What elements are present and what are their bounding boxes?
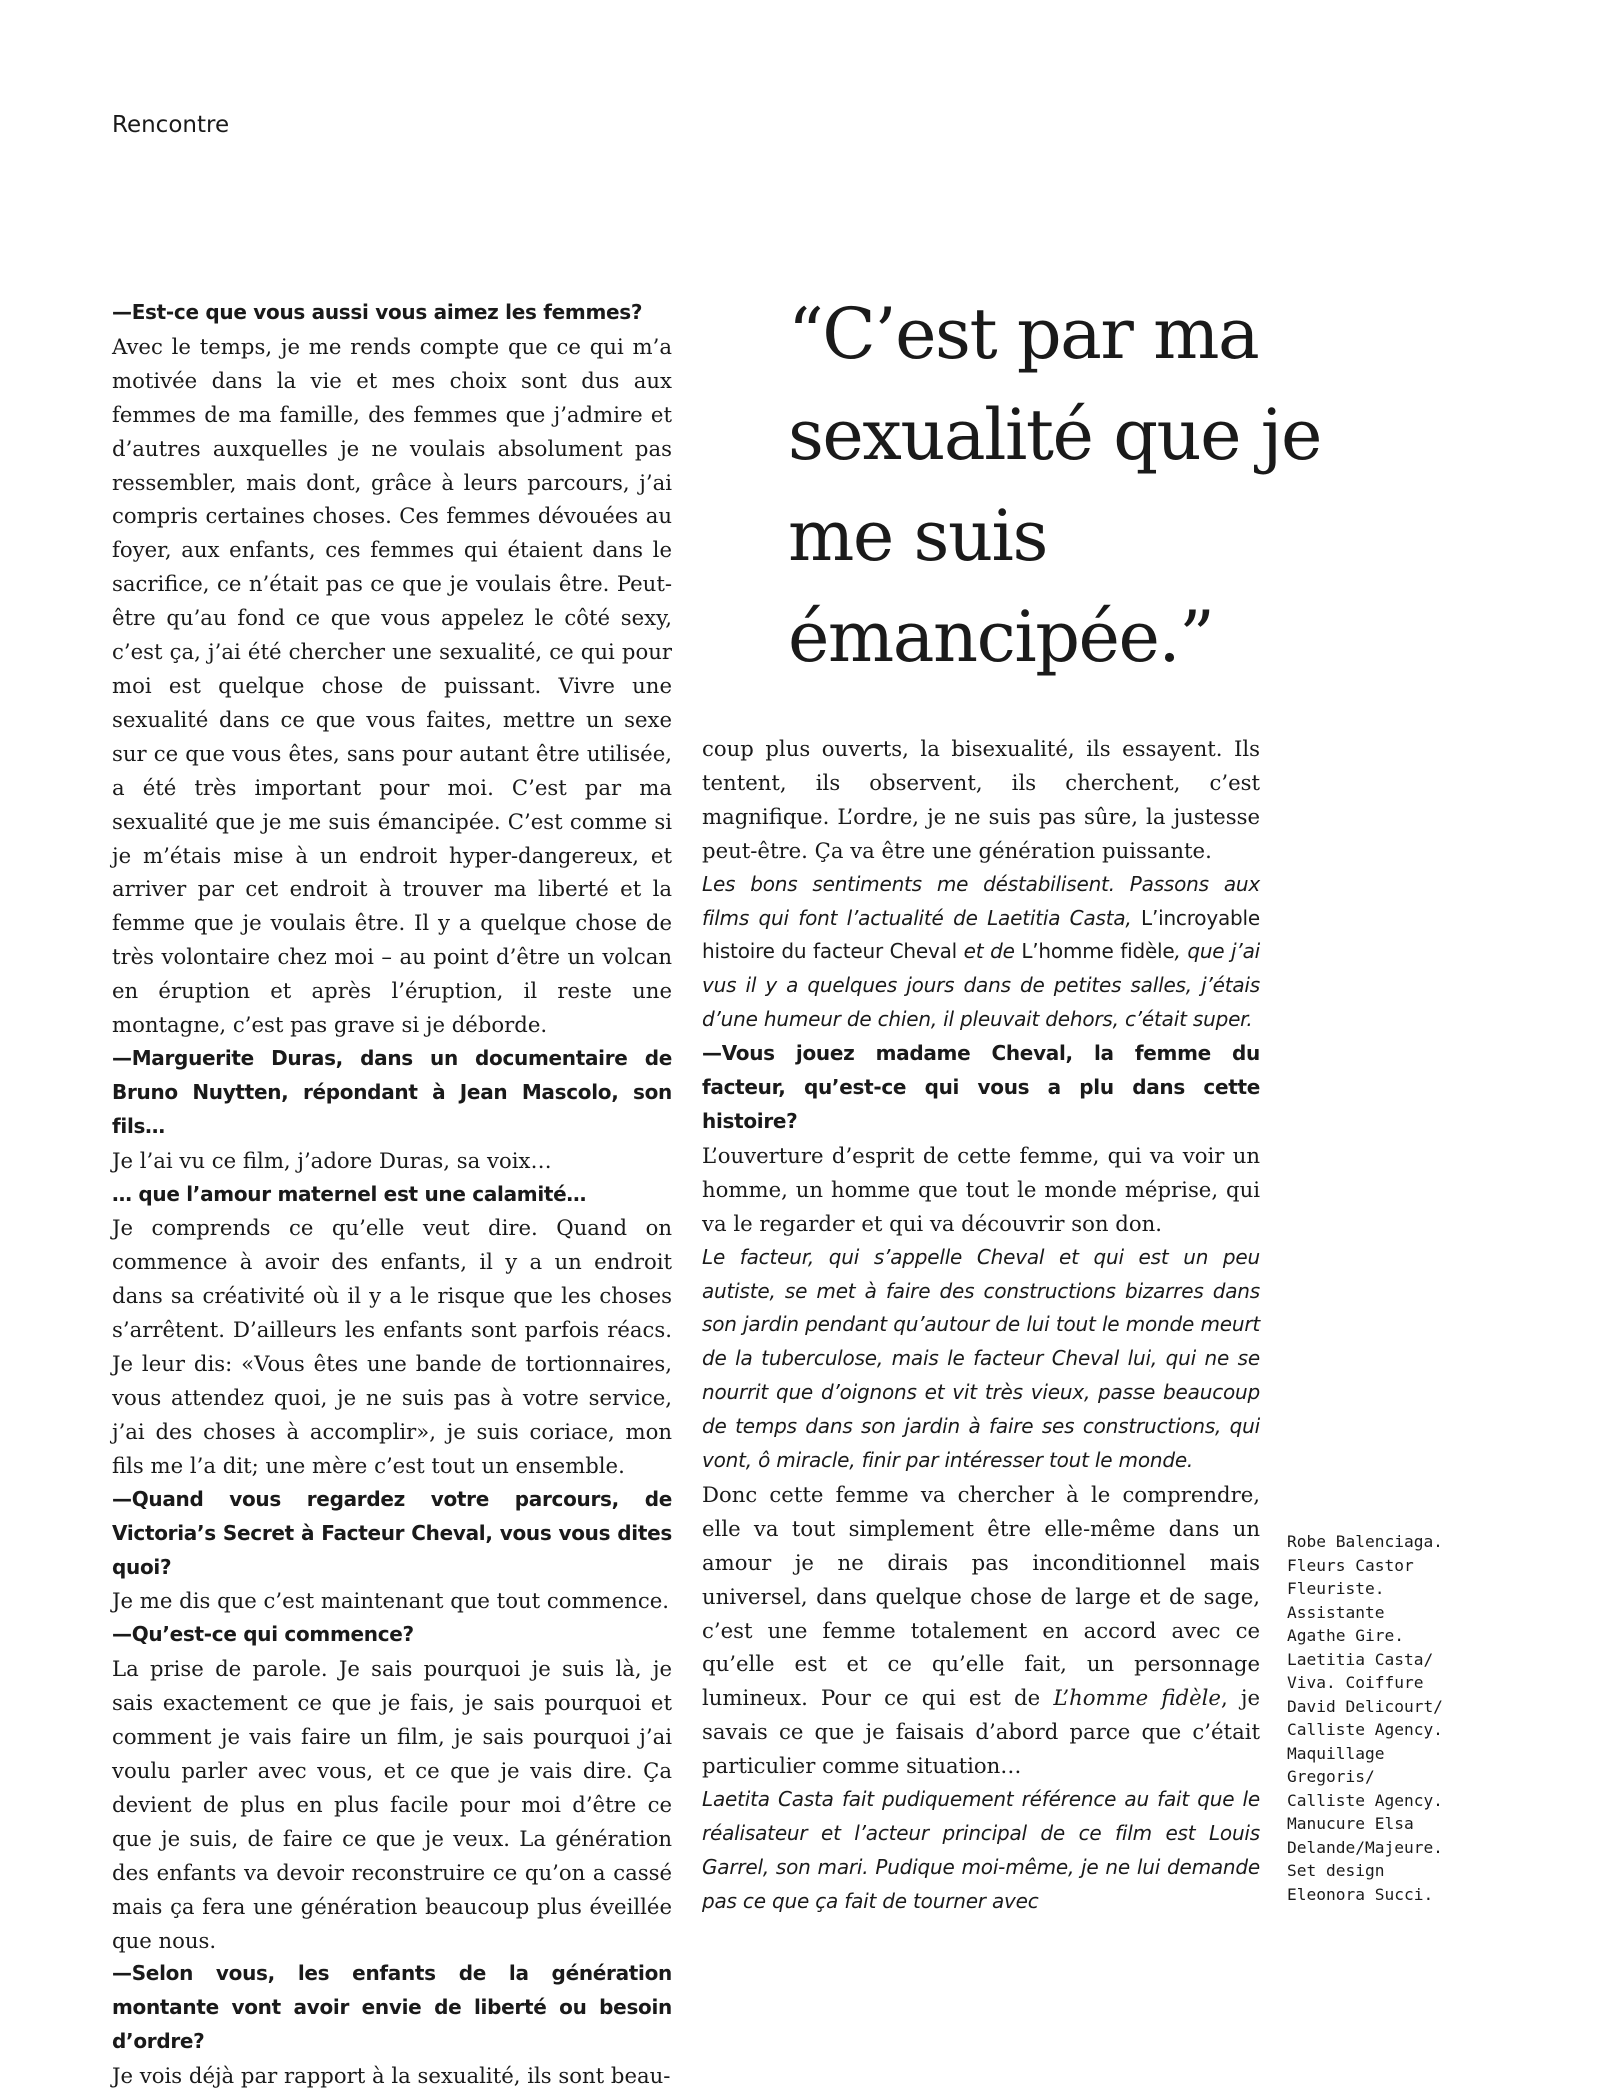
note-text: , que j’ai vus il y a quelques jours dans de petites salles, j’étais d’une humeur de chien, il pleuvait dehors, c’était super. bbox=[702, 939, 1260, 1032]
answer: La prise de parole. Je sais pourquoi je suis là, je sais exactement ce que je fais, je sais pourquoi et comment je vais faire un film, je sais pourquoi j’ai voulu parler avec vous, et ce que je vais dire. Ça devient de plus en plus facile pour moi d’être ce que je suis, de faire ce que je veux. La génération des enfants va devoir reconstruire ce qu’on a cassé mais ça fera une génération beaucoup plus éveillée que nous. bbox=[112, 1656, 672, 1953]
answer: Je me dis que c’est maintenant que tout commence. bbox=[112, 1588, 669, 1614]
pull-quote: “C’est par ma sexualité que je me suis émancipée.” bbox=[788, 293, 1321, 678]
question: —Qu’est-ce qui commence? bbox=[112, 1622, 414, 1647]
answer-text: , je savais ce que je faisais d’abord parce que c’était particulier comme situation… bbox=[702, 1685, 1260, 1779]
film-title: L’homme fidèle bbox=[1053, 1685, 1221, 1711]
answer: Avec le temps, je me rends compte que ce qui m’a motivée dans la vie et mes choix sont dus aux femmes de ma famille, des femmes que j’admire et d’autres auxquelles je ne voulais absolument pas ressembler, mais dont, grâce à leurs parcours, j’ai compris certaines choses. Ces femmes dévouées au foyer, aux enfants, ces femmes qui étaient dans le sacrifice, ce n’était pas ce que je voulais être. Peut-être qu’au fond ce que vous appelez le côté sexy, c’est ça, j’ai été chercher une sexualité, ce qui pour moi est quelque chose de puissant. Vivre une sexualité dans ce que vous faites, mettre un sexe sur ce que vous êtes, sans pour autant être utilisée, a été très important pour moi. C’est par ma sexualité que je me suis émancipée. C’est comme si je m’étais mise à un endroit hyper-dangereux, et arriver par cet endroit à trouver ma liberté et la femme que je voulais être. Il y a quelque chose de très volontaire chez moi – au point d’être un volcan en éruption et après l’éruption, il reste une montagne, c’est pas grave si je déborde. bbox=[112, 333, 672, 1038]
answer: Je comprends ce qu’elle veut dire. Quand on commence à avoir des enfants, il y a un endroit dans sa créativité où il y a le risque que les choses s’arrêtent. D’ailleurs les enfants sont parfois réacs. Je leur dis: «Vous êtes une bande de tortionnaires, vous attendez quoi, je ne suis pas à votre service, j’ai des choses à accomplir», je suis coriace, mon fils me l’a dit; une mère c’est tout un ensemble. bbox=[112, 1215, 672, 1478]
film-title: L’incroyable histoire du facteur Cheval bbox=[702, 905, 1260, 964]
answer: L’ouverture d’esprit de cette femme, qui va voir un homme, un homme que tout le monde méprise, qui va le regarder et qui va découvrir son don. bbox=[702, 1142, 1260, 1236]
question: —Selon vous, les enfants de la génération montante vont avoir envie de liberté ou besoin d’ordre? bbox=[112, 1961, 672, 2054]
note-text: et de bbox=[957, 939, 1022, 964]
answer: Je l’ai vu ce film, j’adore Duras, sa voix… bbox=[112, 1147, 552, 1173]
question: —Vous jouez madame Cheval, la femme du facteur, qu’est-ce qui vous a plu dans cette histoire? bbox=[702, 1041, 1260, 1133]
interviewer-note bbox=[702, 868, 1260, 1038]
answer bbox=[702, 1478, 1260, 1783]
question: —Marguerite Duras, dans un documentaire de Bruno Nuytten, répondant à Jean Mascolo, son fils… bbox=[112, 1045, 672, 1138]
note-text: Les bons sentiments me déstabilisent. Passons aux films qui font l’actualité de Laetitia Casta, bbox=[702, 871, 1260, 930]
question: —Quand vous regardez votre parcours, de Victoria’s Secret à Facteur Cheval, vous vous dites quoi? bbox=[112, 1486, 672, 1579]
left-column bbox=[112, 296, 672, 2093]
answer: Je vois déjà par rapport à la sexualité, ils sont beau- bbox=[112, 2063, 671, 2089]
answer-text: Donc cette femme va chercher à le comprendre, elle va tout simplement être elle-même dans un amour je ne dirais pas inconditionnel mais universel, dans quelque chose de large et de sage, c’est une femme totalement en accord avec ce qu’elle est et ce qu’elle fait, un personnage lumineux. Pour ce qui est de bbox=[702, 1481, 1260, 1711]
question: —Est-ce que vous aussi vous aimez les femmes? bbox=[112, 300, 643, 324]
photo-credits: Robe Balenciaga. Fleurs Castor Fleuriste. Assistante Agathe Gire. Laetitia Casta/ Viva. Coiffure David Delicourt/ Calliste Agency. Maquillage Gregoris/ Calliste Agency. Manucure Elsa Delande/Majeure. Set design Eleonora Succi. bbox=[1287, 1532, 1443, 1904]
film-title: L’homme fidèle bbox=[1021, 939, 1175, 964]
question: … que l’amour maternel est une calamité… bbox=[112, 1181, 587, 1206]
section-label: Rencontre bbox=[112, 112, 230, 138]
right-column bbox=[702, 732, 1260, 1919]
interviewer-note: Le facteur, qui s’appelle Cheval et qui est un peu autiste, se met à faire des constructions bizarres dans son jardin pendant qu’autour de lui tout le monde meurt de la tuberculose, mais le facteur Cheval lui, qui ne se nourrit que d’oignons et vit très vieux, passe beaucoup de temps dans son jardin à faire ses constructions, qui vont, ô miracle, finir par intéresser tout le monde. bbox=[702, 1244, 1260, 1473]
answer: coup plus ouverts, la bisexualité, ils essayent. Ils tentent, ils observent, ils cherchent, c’est magnifique. L’ordre, je ne suis pas sûre, la justesse peut-être. Ça va être une génération puissante. bbox=[702, 736, 1260, 863]
interviewer-note: Laetita Casta fait pudiquement référence au fait que le réalisateur et l’acteur principal de ce film est Louis Garrel, son mari. Pudique moi-même, je ne lui demande pas ce que ça fait de tourner avec bbox=[702, 1787, 1260, 1913]
